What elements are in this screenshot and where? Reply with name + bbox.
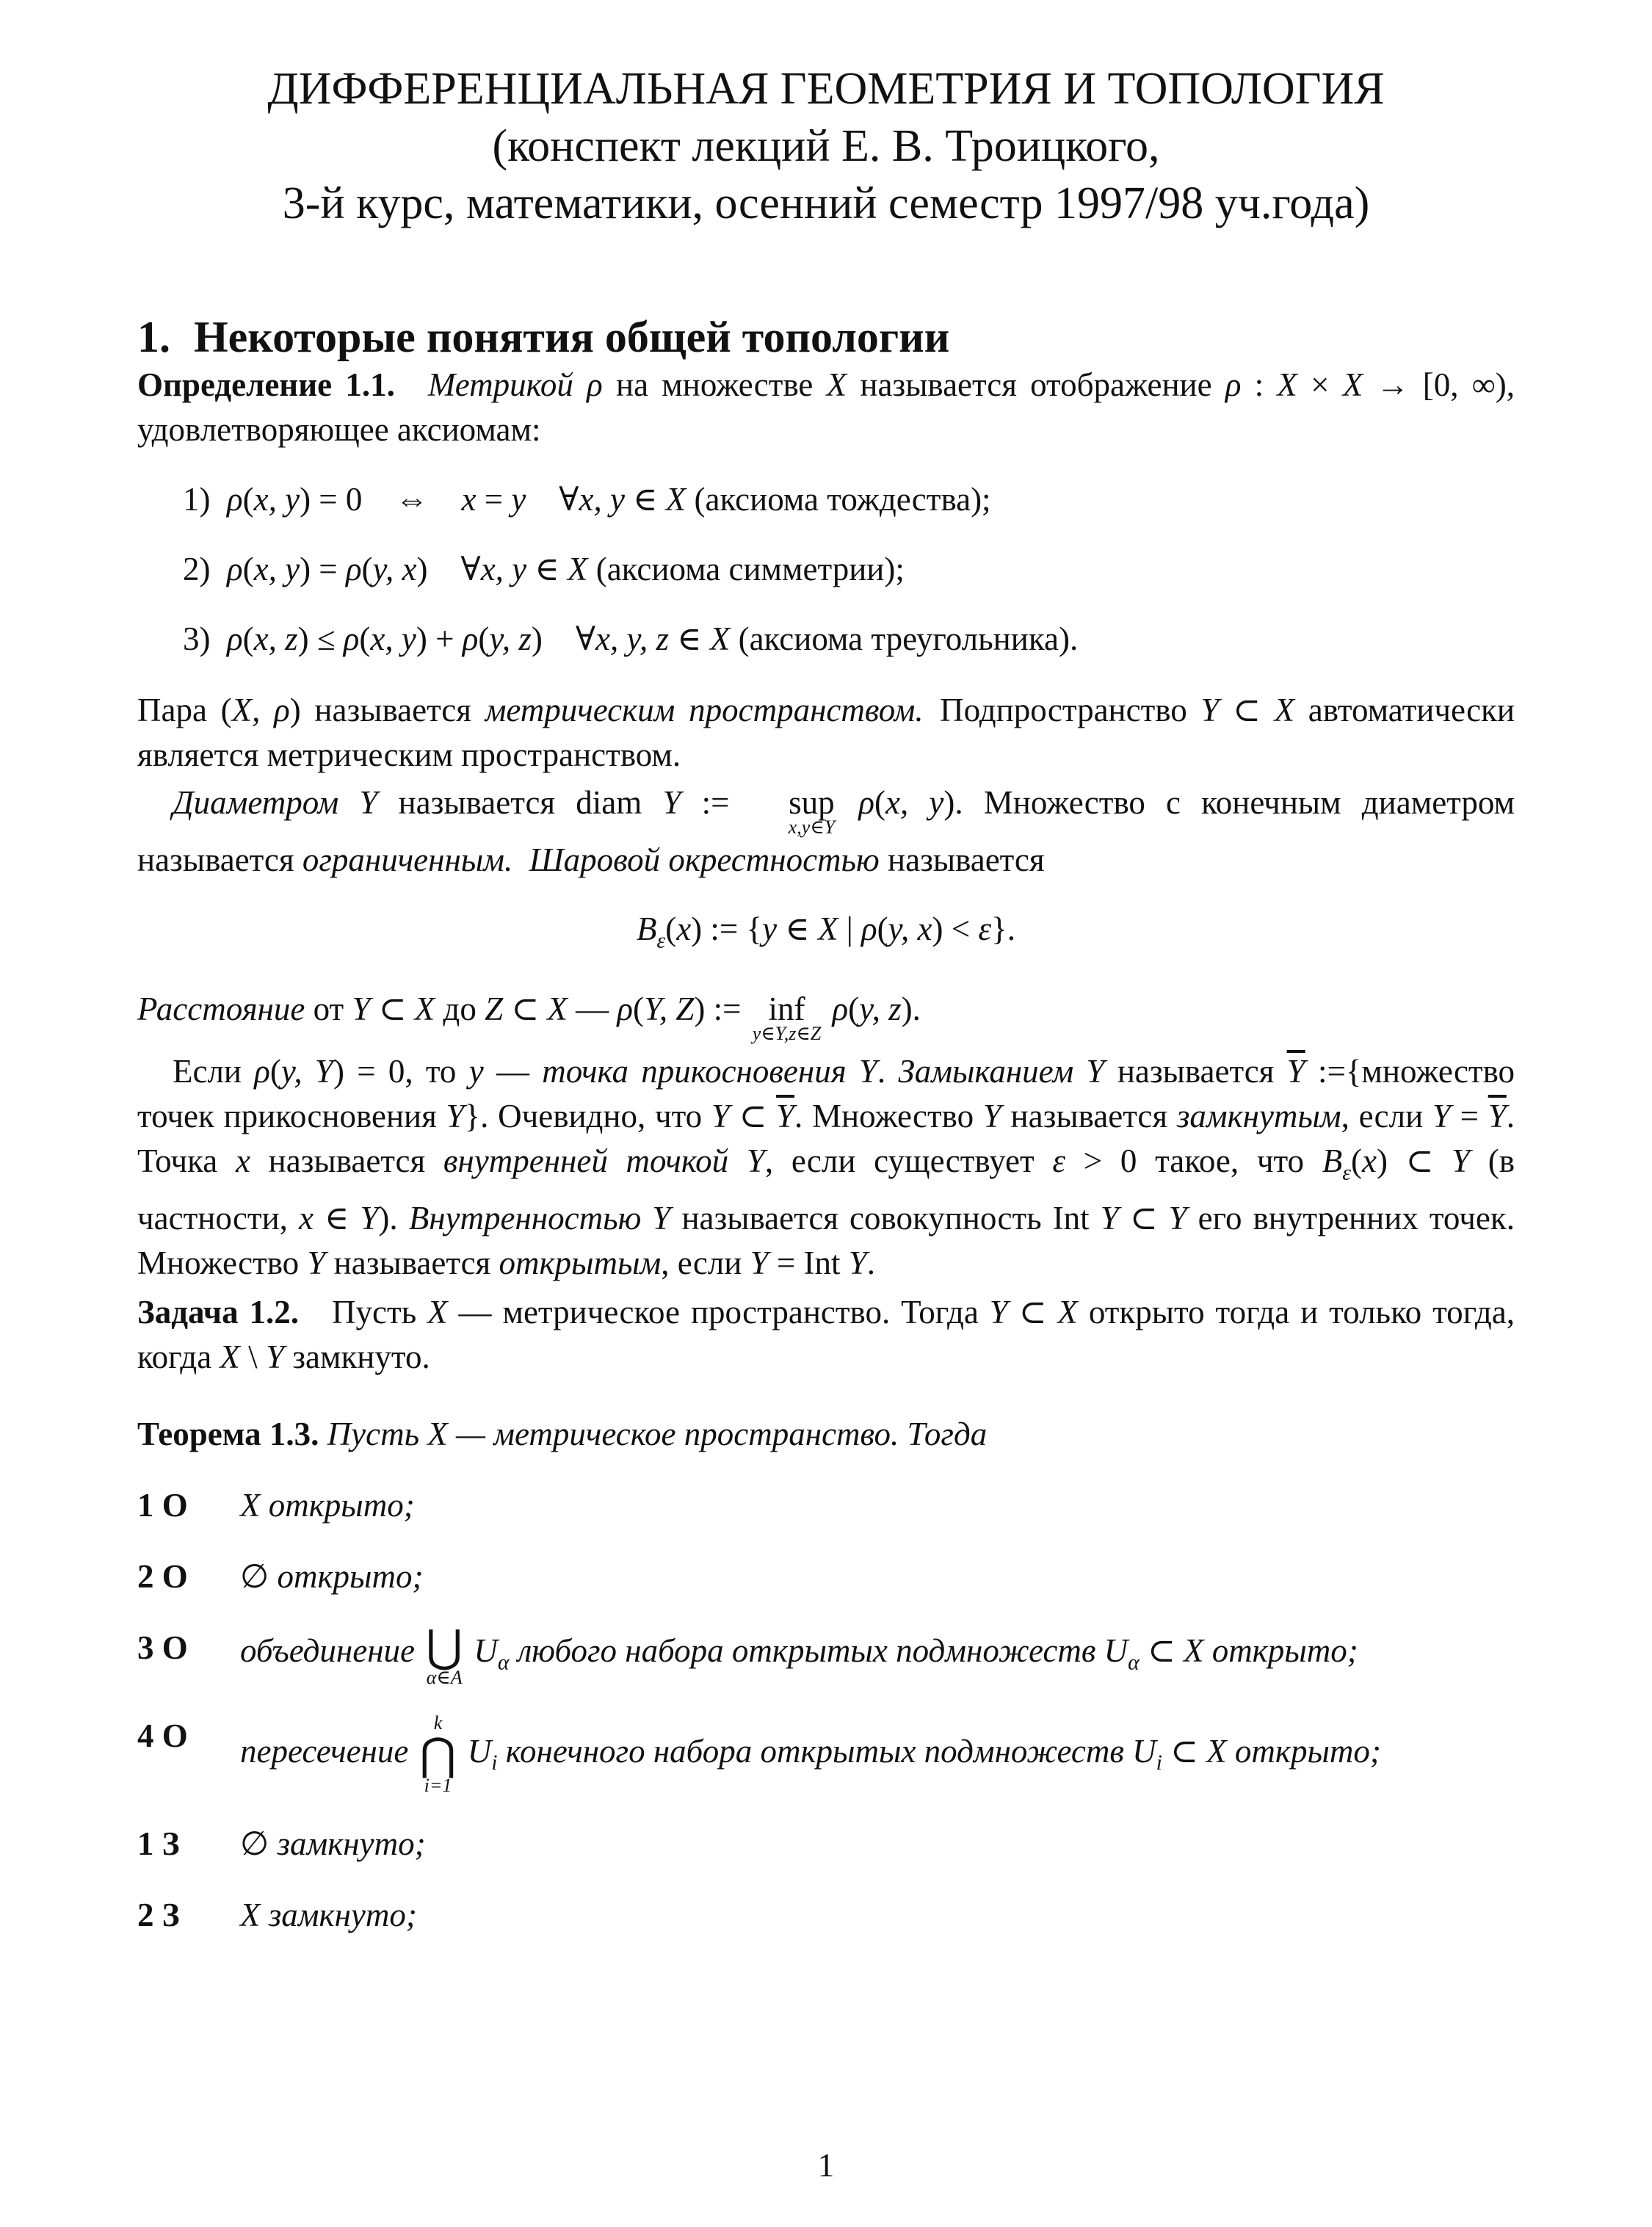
math-operator-with-limits: inf y∈Y,z∈Z [752,990,822,1044]
text-segment: X [567,551,588,587]
text-segment: ∈ [669,620,710,657]
text-segment: называется diam [377,784,663,821]
text-segment: ⊂ [503,990,548,1027]
theorem-item-body [240,1622,1515,1688]
text-segment: любого набора открытых подмножеств [509,1632,1104,1669]
text-segment: открыто; [260,1486,415,1524]
section-title: Некоторые понятия общей топологии [194,313,950,361]
text-segment: ⊂ [370,990,415,1027]
text-segment [459,1733,467,1770]
text-segment: ) := { [691,910,763,947]
text-segment: ) [416,551,428,587]
text-segment: i [491,1751,498,1775]
text-segment: Задача 1.2. [137,1293,300,1330]
ball-neighborhood-formula [137,905,1515,965]
text-segment: = [1450,1098,1488,1135]
text-segment: 1) [183,481,227,518]
text-segment: }. [991,910,1015,947]
text-segment: (аксиома симметрии); [587,551,905,587]
text-segment: ρ [832,990,849,1027]
text-segment: X [1274,692,1295,728]
text-segment: ρ [462,620,479,657]
text-segment: его внутренних точек. Множество [137,1199,1515,1281]
text-segment: ∅ [240,1825,269,1863]
text-segment: , если [1341,1098,1432,1135]
theorem-item-open-4 [137,1714,1515,1795]
theorem-item-label: 2 З [137,1897,180,1934]
text-segment: U [1104,1632,1128,1669]
text-segment: Y [711,1098,730,1135]
text-segment: y [762,910,778,947]
text-segment: Пусть [299,1293,428,1330]
text-segment: ( [242,620,254,657]
text-segment: ( [242,551,254,587]
text-segment: × [1297,366,1343,403]
text-segment: ) = 0, то [333,1053,469,1090]
text-segment: открыто; [1203,1632,1358,1669]
axiom-identity [183,477,1515,522]
text-segment: }. Очевидно, что [464,1098,711,1135]
text-segment: ) = [300,551,346,587]
text-segment: внутренней точкой [443,1143,747,1180]
text-segment: автоматически является метрическим пространством. [137,692,1515,773]
text-segment: до [435,990,485,1027]
text-segment: X, ρ [231,692,290,728]
text-segment: ∀ [526,481,579,518]
text-segment: Y [652,1199,671,1236]
text-segment: ( [665,910,677,947]
text-segment: x [676,910,692,947]
text-segment: 2) [183,551,227,587]
text-segment: ⊂ [729,1098,776,1135]
text-segment: Y [360,1199,379,1236]
text-segment: Y [989,1293,1008,1330]
text-segment: открыто; [1226,1732,1381,1770]
text-segment: ρ [858,784,874,821]
definition-1-1-paragraph [137,363,1515,452]
text-segment [824,991,832,1027]
text-segment: = [476,481,512,518]
text-segment: $\overline{Y}$ [1286,1053,1305,1090]
text-segment: x [298,1199,314,1236]
section-heading [137,311,1515,363]
text-segment: U [474,1632,498,1669]
text-segment: Y [307,1244,326,1281]
text-segment: ρ [345,551,362,587]
text-segment: от [305,990,352,1027]
text-segment: x, z [253,620,298,657]
text-segment: y [468,1053,484,1090]
text-segment: X [427,1415,448,1452]
text-segment: — метрическое пространство. Тогда [447,1293,990,1330]
math-operator-with-limits: ⋃ α∈A [426,1622,463,1688]
text-segment: X [826,366,847,403]
text-segment: y, Y [280,1053,333,1090]
text-segment: \ [239,1338,266,1375]
text-segment: 3) [183,620,227,657]
text-segment: ). [901,990,921,1027]
text-segment: Диаметром [173,784,360,821]
text-segment: замкнуто; [260,1897,417,1934]
text-segment: ∈ [526,551,568,587]
text-segment: Метрикой [427,366,587,403]
text-segment: — [567,990,617,1027]
problem-1-2-paragraph [137,1290,1515,1380]
theorem-item-label: 1 О [137,1486,188,1524]
section-number: 1. [137,313,170,361]
text-segment: Y [1168,1199,1187,1236]
text-segment: называется [325,1244,499,1281]
diameter-paragraph [137,781,1515,883]
text-segment: ) [531,620,543,657]
text-segment [395,366,428,403]
text-segment: > 0 такое, что [1065,1143,1322,1180]
text-segment: $\overline{Y}$ [1488,1098,1507,1135]
theorem-item-open-2 [137,1554,1515,1599]
text-segment: открыто тогда и только тогда, когда [137,1293,1515,1375]
text-segment: ( [632,990,644,1027]
text-segment: , если существует [764,1143,1053,1180]
text-segment: называется [879,841,1045,878]
text-segment [319,1416,327,1452]
text-segment: пересечение [240,1732,417,1770]
text-segment [465,1632,474,1669]
text-segment: ρ [227,551,243,587]
text-segment: Шаровой окрестностью [529,841,880,878]
text-segment: X [709,620,731,657]
theorem-item-closed-2 [137,1893,1515,1938]
text-segment: Y [1452,1143,1471,1180]
text-segment: x, y [370,620,416,657]
text-segment: . Точка [137,1098,1515,1180]
text-segment: ρ [343,620,360,657]
text-segment: Теорема 1.3. [137,1415,319,1452]
text-segment: ) ⊂ [1376,1143,1452,1180]
text-segment: ограниченным. [302,841,513,878]
text-segment: x, y, z [595,620,670,657]
text-segment: Y [352,990,371,1027]
text-segment: y [511,481,526,518]
text-segment: Y [1100,1199,1119,1236]
text-segment: α [1128,1651,1140,1675]
text-segment: Y [446,1098,465,1135]
text-segment: (в частности, [137,1143,1515,1236]
theorem-item-label: 1 З [137,1825,180,1863]
theorem-item-label: 3 О [137,1629,188,1666]
title-line-3: 3-й курс, математики, осенний семестр 1997/98 уч.года) [282,178,1370,228]
theorem-item-open-1 [137,1483,1515,1528]
text-segment: открыто; [269,1557,424,1595]
text-segment: ). [378,1199,409,1236]
text-segment: y, x [888,910,932,947]
text-segment: X [427,1293,448,1330]
text-segment: x, y [253,481,300,518]
text-segment: : [1241,366,1278,403]
text-segment: Y [858,1053,877,1090]
theorem-statements-list [137,1483,1515,1938]
text-segment: ( [874,784,885,821]
text-segment: . [877,1053,899,1090]
text-segment: . [866,1244,876,1281]
text-segment: Y [1432,1098,1451,1135]
text-segment: x [461,481,477,518]
text-segment: Y [982,1098,1001,1135]
text-segment: | [838,910,861,947]
text-segment: Пара ( [137,692,232,728]
text-segment: U [1132,1732,1156,1770]
text-segment: ∀ [542,620,596,657]
text-segment: ε [1342,1161,1351,1185]
distance-paragraph [137,987,1515,1044]
text-segment: ∈ [313,1199,361,1236]
text-segment: ε [656,928,666,952]
text-segment: (аксиома треугольника). [730,620,1079,657]
theorem-item-label: 2 О [137,1557,188,1595]
text-segment: ∈ [777,910,818,947]
page-number: 1 [817,2147,835,2184]
text-segment: X [240,1486,261,1524]
text-segment: x, y [253,551,300,587]
text-segment [838,784,858,821]
text-segment: ρ [587,366,603,403]
text-segment: Y [848,1244,867,1281]
axiom-symmetry [183,547,1515,592]
text-segment: ∈ [624,481,666,518]
text-segment: открытым [499,1244,662,1281]
text-segment: ε [1052,1143,1066,1180]
text-segment: объединение [240,1632,424,1669]
theorem-item-label: 4 О [137,1717,188,1755]
theorem-item-open-3 [137,1622,1515,1688]
text-segment: называется [250,1143,443,1180]
text-segment: замкнутым [1176,1098,1341,1135]
text-segment: ( [478,620,490,657]
text-segment: := [681,784,750,821]
text-segment: $\overline{Y}$ [776,1098,795,1135]
text-segment: Определение 1.1. [137,366,395,403]
text-segment: ) < [932,910,979,947]
text-segment: ) + [416,620,463,657]
text-segment: X [547,990,568,1027]
text-segment: B [636,910,657,947]
text-segment: ∀ [427,551,481,587]
closure-paragraph [137,1049,1515,1285]
text-segment: X [817,910,838,947]
text-segment: x, y [579,481,625,518]
text-segment: называется [1104,1053,1287,1090]
text-segment: Y [746,1143,765,1180]
text-segment: X [665,481,686,518]
text-segment: ρ [254,1053,270,1090]
metric-space-paragraph [137,688,1515,778]
text-segment: y, x [372,551,417,587]
text-segment: X [1057,1293,1078,1330]
text-segment: . Множество [794,1098,983,1135]
text-segment: ε [978,910,992,947]
text-segment: Y [750,1244,769,1281]
text-segment: метрическим пространством. [485,692,924,728]
text-segment: ( [1350,1143,1362,1180]
text-segment: → [0, ∞), удовлетворяющее аксиомам: [137,366,1515,448]
text-segment: X [220,1338,240,1375]
text-segment: Множество с конечным диаметром называется [137,784,1515,878]
math-operator-with-limits: sup x,y∈Y [788,784,836,838]
text-segment: ( [877,910,888,947]
text-segment: , если [661,1244,750,1281]
theorem-item-body [240,1714,1515,1795]
text-segment: конечного набора открытых подмножеств [497,1732,1133,1770]
text-segment: ⊂ [1118,1199,1169,1236]
axioms-list [137,477,1515,662]
text-segment: называется отображение [847,366,1225,403]
text-segment: y, z [859,990,902,1027]
text-segment: ( [359,620,371,657]
text-segment: ρ [227,620,243,657]
text-segment: ( [269,1053,281,1090]
text-segment: U [467,1732,492,1770]
text-segment: x [1361,1143,1377,1180]
text-segment: Y [1086,1053,1105,1090]
text-segment: = Int [768,1244,849,1281]
text-segment: Y [265,1338,284,1375]
text-segment: x, y [480,551,527,587]
text-segment: Y [359,784,378,821]
text-segment: i [1156,1751,1162,1775]
math-operator-with-limits: k ⋂ i=1 [419,1712,457,1796]
text-segment: Пусть [327,1415,428,1452]
text-segment: ⇔ [362,481,462,518]
text-segment [512,841,529,878]
text-segment: X [1342,366,1363,403]
theorem-item-body [240,1893,1515,1938]
text-segment: x, y [885,784,944,821]
text-segment: ) называется [289,692,485,728]
text-segment: замкнуто. [283,1338,430,1375]
text-segment: (аксиома тождества); [686,481,991,518]
text-segment: x [235,1143,250,1180]
text-segment: Y [662,784,681,821]
text-segment: называется [1001,1098,1177,1135]
theorem-1-3-paragraph [137,1412,1515,1457]
text-segment: Внутренностью [408,1199,653,1236]
axiom-triangle [183,617,1515,662]
text-segment: называется совокупность Int [670,1199,1101,1236]
title-line-1: ДИФФЕРЕНЦИАЛЬНАЯ ГЕОМЕТРИЯ И ТОПОЛОГИЯ [267,64,1385,114]
text-segment: Расстояние [137,990,305,1027]
text-segment: :={множество точек прикосновения [137,1053,1515,1135]
theorem-item-body [240,1554,1515,1599]
text-segment: ρ [861,910,877,947]
text-segment: на множестве [602,366,827,403]
text-segment: ρ [1225,366,1242,403]
theorem-item-body [240,1822,1515,1866]
text-segment: Если [173,1053,255,1090]
text-segment: — [483,1053,543,1090]
text-segment: y, z [489,620,532,657]
text-segment: замкнуто; [269,1825,426,1863]
title-block [137,60,1515,232]
theorem-item-body [240,1483,1515,1528]
text-segment: Замыканием [898,1053,1087,1090]
text-segment: X [240,1897,261,1934]
text-segment: ( [242,481,254,518]
text-segment: ). [943,784,963,821]
text-segment: Z [485,990,504,1027]
text-segment: точка прикосновения [542,1053,859,1090]
text-segment: ) := [694,990,750,1027]
text-segment: ) = 0 [300,481,363,518]
text-segment: X [1206,1732,1227,1770]
text-segment: α [497,1651,510,1675]
text-segment: — метрическое пространство. Тогда [447,1415,988,1452]
text-segment: ⊂ [1139,1632,1184,1669]
text-segment: ρ [617,990,633,1027]
text-segment: B [1322,1143,1343,1180]
text-segment: X [1183,1632,1204,1669]
text-segment: ) ≤ [297,620,344,657]
text-segment: X [414,990,435,1027]
text-segment: ⊂ [1162,1732,1207,1770]
text-segment: Y, Z [643,990,695,1027]
text-segment: Y [1200,692,1220,728]
text-segment: ( [361,551,373,587]
title-line-2: (конспект лекций Е. В. Троицкого, [492,121,1160,171]
theorem-item-closed-1 [137,1822,1515,1866]
text-segment: ⊂ [1219,692,1275,728]
text-segment: ( [848,990,860,1027]
text-segment: X [1277,366,1297,403]
text-segment: ∅ [240,1557,269,1595]
text-segment: Подпространство [923,692,1201,728]
text-segment: ρ [227,481,243,518]
text-segment: ⊂ [1007,1293,1058,1330]
